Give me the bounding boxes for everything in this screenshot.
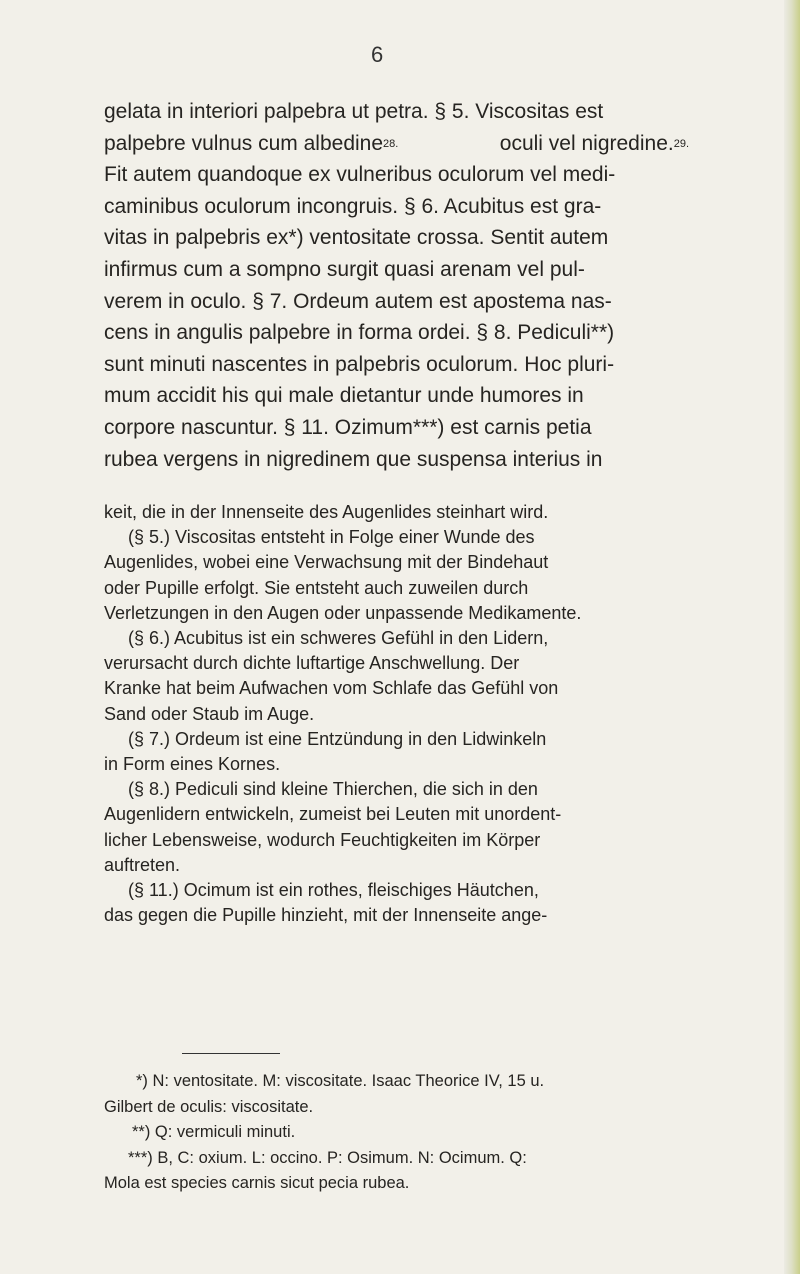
german-line-1: keit, die in der Innenseite des Augenlides steinhart wird. <box>104 502 549 522</box>
german-translation-block <box>104 500 689 928</box>
german-line-16: (§ 11.) Ocimum ist ein rothes, fleischiges Häutchen, <box>128 880 539 901</box>
latin-line-2 <box>104 128 689 160</box>
german-line-15: auftreten. <box>104 854 181 875</box>
german-line-13: Augenlidern entwickeln, zumeist bei Leuten mit unordent- <box>104 804 562 825</box>
page-edge <box>784 0 800 1274</box>
latin-line-11: corpore nascuntur. § 11. Ozimum***) est carnis petia <box>104 415 592 439</box>
page-number: 6 <box>371 42 384 67</box>
latin-line-2-mid: oculi vel nigredine. <box>499 131 674 155</box>
footnote-ref-29: 29. <box>673 137 689 150</box>
latin-text-block <box>104 96 689 475</box>
german-line-10: (§ 7.) Ordeum ist eine Entzündung in den Lidwinkeln <box>128 728 547 749</box>
footnote-3-cont: Mola est species carnis sicut pecia rubea. <box>104 1174 410 1192</box>
latin-line-3: Fit autem quandoque ex vulneribus oculorum vel medi- <box>104 163 616 187</box>
german-line-4: oder Pupille erfolgt. Sie entsteht auch zuweilen durch <box>104 577 529 598</box>
footnote-2: **) Q: vermiculi minuti. <box>132 1123 296 1141</box>
german-line-3: Augenlides, wobei eine Verwachsung mit der Bindehaut <box>104 552 549 573</box>
latin-line-1: gelata in interiori palpebra ut petra. § 5. Viscositas est <box>104 100 604 123</box>
footnote-1-cont: Gilbert de oculis: viscositate. <box>104 1097 314 1116</box>
german-line-12: (§ 8.) Pediculi sind kleine Thierchen, die sich in den <box>128 779 538 800</box>
latin-line-5: vitas in palpebris ex*) ventositate crossa. Sentit autem <box>104 226 609 250</box>
footnotes-block <box>104 1069 689 1197</box>
footnote-3: ***) B, C: oxium. L: occino. P: Osimum. N: Ocimum. Q: <box>128 1148 527 1167</box>
german-line-2: (§ 5.) Viscositas entsteht in Folge einer Wunde des <box>128 527 535 548</box>
latin-line-12: rubea vergens in nigredinem que suspensa interius in <box>104 447 603 471</box>
footnote-ref-28: 28. <box>383 137 399 150</box>
latin-line-6: infirmus cum a sompno surgit quasi arenam vel pul- <box>104 257 585 281</box>
german-line-5: Verletzungen in den Augen oder unpassende Medikamente. <box>104 602 582 623</box>
german-line-11: in Form eines Kornes. <box>104 754 281 775</box>
german-line-8: Kranke hat beim Aufwachen vom Schlafe das Gefühl von <box>104 678 559 699</box>
latin-line-7: verem in oculo. § 7. Ordeum autem est apostema nas- <box>104 289 612 313</box>
footnote-divider <box>182 1053 280 1054</box>
german-line-9: Sand oder Staub im Auge. <box>104 703 315 724</box>
german-line-6: (§ 6.) Acubitus ist ein schweres Gefühl in den Lidern, <box>128 628 549 649</box>
german-line-17: das gegen die Pupille hinzieht, mit der Innenseite ange- <box>104 905 548 926</box>
latin-line-8: cens in angulis palpebre in forma ordei. § 8. Pediculi**) <box>104 321 615 345</box>
german-line-7: verursacht durch dichte luftartige Anschwellung. Der <box>104 653 520 674</box>
latin-line-10: mum accidit his qui male dietantur unde humores in <box>104 384 584 408</box>
latin-line-2-start: palpebre vulnus cum albedine <box>104 131 384 155</box>
latin-line-4: caminibus oculorum incongruis. § 6. Acubitus est gra- <box>104 194 602 218</box>
latin-line-9: sunt minuti nascentes in palpebris oculorum. Hoc pluri- <box>104 352 615 376</box>
german-line-14: licher Lebensweise, wodurch Feuchtigkeiten im Körper <box>104 829 541 850</box>
footnote-1: *) N: ventositate. M: viscositate. Isaac Theorice IV, 15 u. <box>136 1072 545 1090</box>
